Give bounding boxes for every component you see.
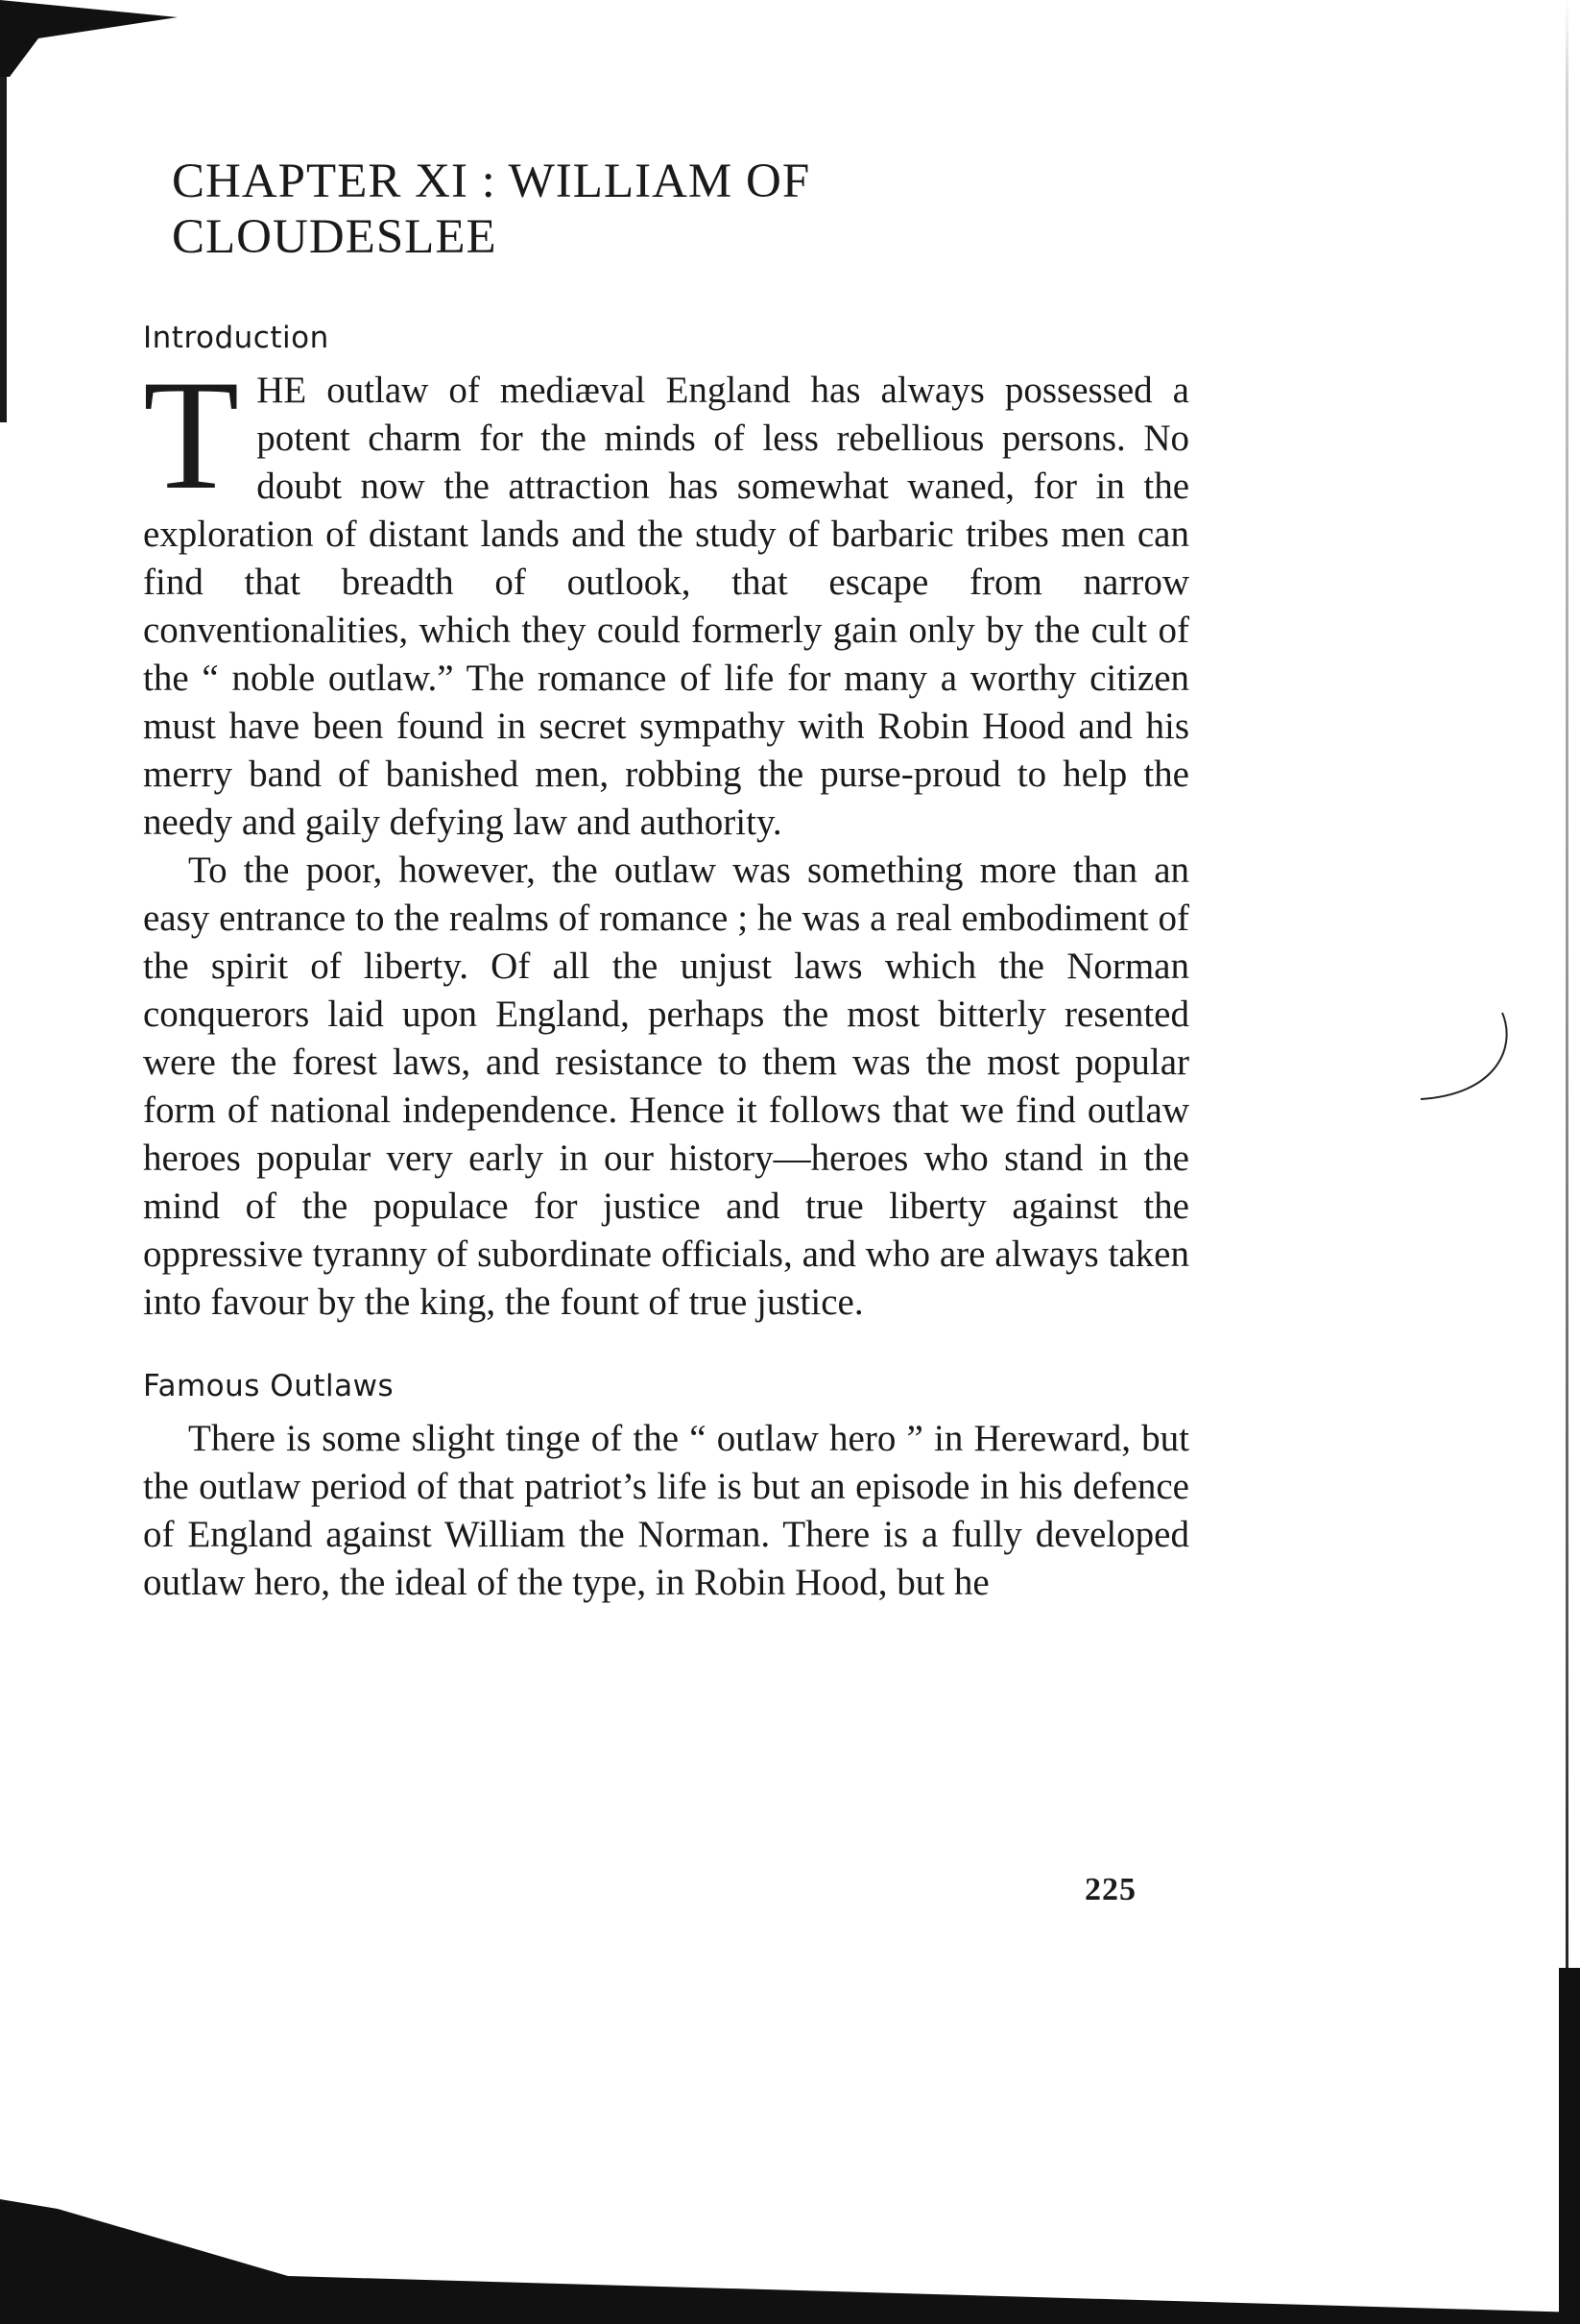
section-heading-famous-outlaws: Famous Outlaws [143,1369,395,1403]
paragraph-intro-1-text: HE outlaw of mediæval England has always possessed a potent charm for the minds of less rebellious persons. No doubt now the attraction has somewhat waned, for in the exploration of distant lands and the study of barbaric tribes men can find that breadth of outlook, that escape from narrow conventionalities, which they could formerly gain only by the cult of the “ noble outlaw.” The romance of life for many a worthy citizen must have been found in secret sympathy with Robin Hood and his merry band of banished men, robbing the purse-proud to help the needy and gaily defying law and authority. [143,370,1189,843]
scan-corner-shadow [0,0,192,86]
page-content [143,154,1189,1607]
paragraph-intro-2: To the poor, however, the outlaw was something more than an easy entrance to the realms of romance ; he was a real embodiment of the spirit of liberty. Of all the unjust laws which the Norman conquerors laid upon England, perhaps the most bitterly resented were the forest laws, and resistance to them was the most popular form of national independence. Hence it follows that we find outlaw heroes popular very early in our history—heroes who stand in the mind of the populace for justice and true liberty against the oppressive tyranny of subordinate officials, and who are always taken into favour by the king, the fount of true justice. [143,850,1189,1323]
scan-bottom-shadow [0,2190,1580,2324]
section-gap [143,1327,1189,1369]
drop-cap: T [143,348,240,522]
paragraph-famous-1: There is some slight tinge of the “ outlaw hero ” in Hereward, but the outlaw period of that patriot’s life is but an episode in his defence of England against William the Norman. There is a fully developed outlaw hero, the ideal of the type, in Robin Hood, but he [143,1418,1189,1603]
paragraph-intro-1 [143,348,1189,847]
chapter-title: CHAPTER XI : WILLIAM OF CLOUDESLEE [172,155,811,264]
page-number: 225 [1085,1872,1137,1907]
scan-curve-mark [1421,1008,1526,1114]
section-heading-introduction: Introduction [143,321,329,355]
